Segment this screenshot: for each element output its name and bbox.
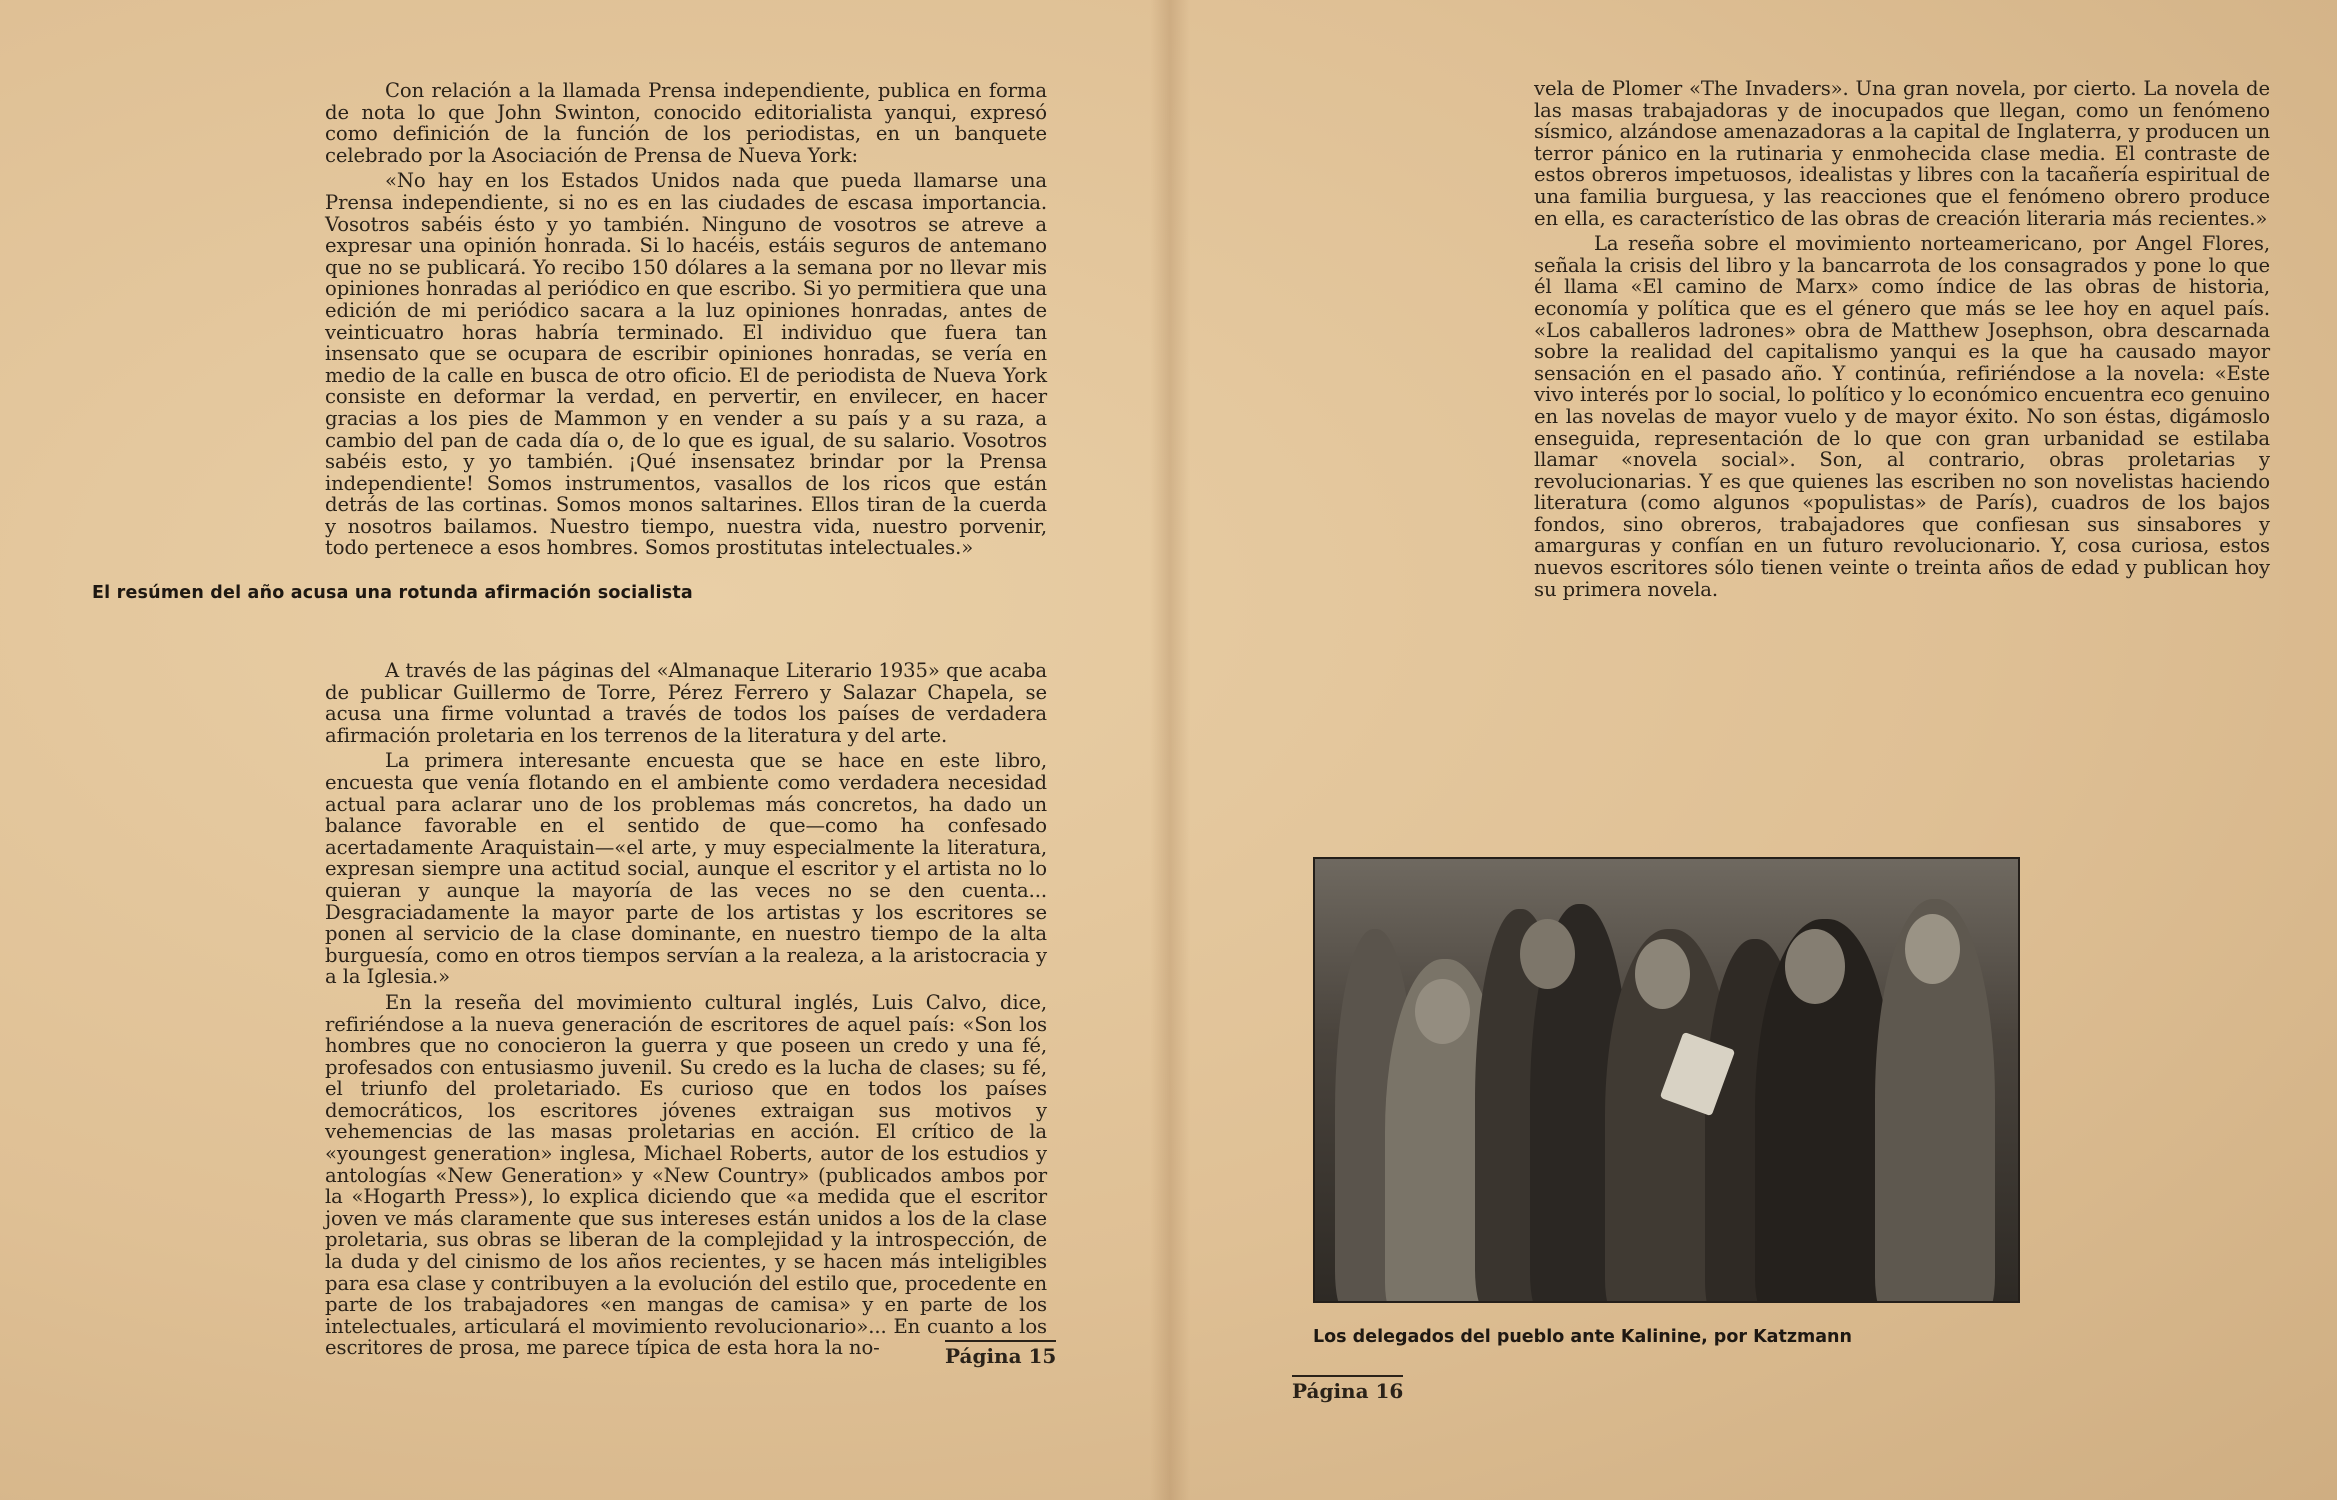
left-column-top <box>325 80 1047 563</box>
photo-caption: Los delegados del pueblo ante Kalinine, por Katzmann <box>1313 1327 1852 1347</box>
paragraph: La reseña sobre el movimiento norteamericano, por Angel Flores, señala la crisis del libro y la bancarrota de los consagrados y pone lo que él llama «El camino de Marx» como índice de las obras de historia, economía y política que es el género que más se lee hoy en aquel país. «Los caballeros ladrones» obra de Matthew Josephson, obra descarnada sobre la realidad del capitalismo yanqui es la que ha causado mayor sensación en el pasado año. Y continúa, refiriéndose a la novela: «Este vivo interés por lo social, lo político y lo económico encuentra eco genuino en las novelas de mayor vuelo y de mayor éxito. No son éstas, digámoslo enseguida, representación de lo que con gran urbanidad se estilaba llamar «novela social». Son, al contrario, obras proletarias y revolucionarias. Y es que quienes las escriben no son novelistas haciendo literatura (como algunos «populistas» de París), cuadros de los bajos fondos, sino obreros, trabajadores que confiesan sus sinsabores y amarguras y confían en un futuro revolucionario. Y, cosa curiosa, estos nuevos escritores sólo tienen veinte o treinta años de edad y publican hoy su primera novela. <box>1534 232 2270 601</box>
section-heading: El resúmen del año acusa una rotunda afirmación socialista <box>92 583 693 603</box>
page-number: Página 16 <box>1292 1375 1403 1403</box>
paragraph: La primera interesante encuesta que se hace en este libro, encuesta que venía flotando en el ambiente como verdadera necesidad actual para aclarar uno de los problemas más concretos, ha dado un balance favorable en el sentido de que—como ha confesado acertadamente Araquistain—«el arte, y muy especialmente la literatura, expresan siempre una actitud social, aunque el escritor y el artista no lo quieran y aunque la mayoría de las veces no se den cuenta... Desgraciadamente la mayor parte de los artistas y los escritores se ponen al servicio de la clase dominante, en nuestro tiempo de la alta burguesía, como en otros tiempos servían a la realeza, a la aristocracia y a la Iglesia.» <box>325 749 1047 989</box>
paragraph: En la reseña del movimiento cultural inglés, Luis Calvo, dice, refiriéndose a la nueva generación de escritores de aquel país: «Son los hombres que no conocieron la guerra y que poseen un credo y una fé, profesados con entusiasmo juvenil. Su credo es la lucha de clases; su fé, el triunfo del proletariado. Es curioso que en todos los países democráticos, los escritores jóvenes extraigan sus motivos y vehemencias de las masas proletarias en acción. El crítico de la «youngest generation» inglesa, Michael Roberts, autor de los estudios y antologías «New Generation» y «New Country» (publicados ambos por la «Hogarth Press»), lo explica diciendo que «a medida que el escritor joven ve más claramente que sus intereses están unidos a los de la clase proletaria, sus obras se liberan de la complejidad y la introspección, de la duda y del cinismo de los años recientes, y se hacen más inteligibles para esa clase y contribuyen a la evolución del estilo que, procedente en parte de los trabajadores «en mangas de camisa» y en parte de los intelectuales, articulará el movimiento revolucionario»... En cuanto a los escritores de prosa, me parece típica de esta hora la no- <box>325 990 1047 1360</box>
paragraph: «No hay en los Estados Unidos nada que pueda llamarse una Prensa independiente, si no es en las ciudades de escasa importancia. Vosotros sabéis ésto y yo también. Ninguno de vosotros se atreve a expresar una opinión honrada. Si lo hacéis, estáis seguros de antemano que no se publicará. Yo recibo 150 dólares a la semana por no llevar mis opiniones honradas al periódico en que escribo. Si yo permitiera que una edición de mi periódico sacara a la luz opiniones honradas, antes de veinticuatro horas habría terminado. El individuo que fuera tan insensato que se ocupara de escribir opiniones honradas, se vería en medio de la calle en busca de otro oficio. El de periodista de Nueva York consiste en deformar la verdad, en pervertir, en envilecer, en hacer gracias a los pies de Mammon y en vender a su país y a su raza, a cambio del pan de cada día o, de lo que es igual, de su salario. Vosotros sabéis esto, y yo también. ¡Qué insensatez brindar por la Prensa independiente! Somos instrumentos, vasallos de los ricos que están detrás de las cortinas. Somos monos saltarines. Ellos tiran de la cuerda y nosotros bailamos. Nuestro tiempo, nuestra vida, nuestro porvenir, todo pertenece a esos hombres. Somos prostitutas intelectuales.» <box>325 169 1047 560</box>
left-page <box>0 0 1168 1500</box>
paragraph: A través de las páginas del «Almanaque Literario 1935» que acaba de publicar Guillermo de Torre, Pérez Ferrero y Salazar Chapela, se acusa una firme voluntad a través de todos los países de verdadera afirmación proletaria en los terrenos de la literatura y del arte. <box>325 659 1047 747</box>
page-number: Página 15 <box>945 1340 1056 1368</box>
photograph <box>1313 857 2020 1303</box>
paragraph: vela de Plomer «The Invaders». Una gran novela, por cierto. La novela de las masas trabajadoras y de inocupados que llegan, como un fenómeno sísmico, alzándose amenazadoras a la capital de Inglaterra, y producen un terror pánico en la rutinaria y enmohecida clase media. El contraste de estos obreros impetuosos, idealistas y libres con la tacañería espiritual de una familia burguesa, y las reacciones que el fenómeno obrero produce en ella, es característico de las obras de creación literaria más recientes.» <box>1534 77 2270 230</box>
right-column <box>1534 78 2270 604</box>
left-column-bottom <box>325 660 1047 1363</box>
paragraph: Con relación a la llamada Prensa independiente, publica en forma de nota lo que John Swinton, conocido editorialista yanqui, expresó como definición de la función de los periodistas, en un banquete celebrado por la Asociación de Prensa de Nueva York: <box>325 79 1047 167</box>
